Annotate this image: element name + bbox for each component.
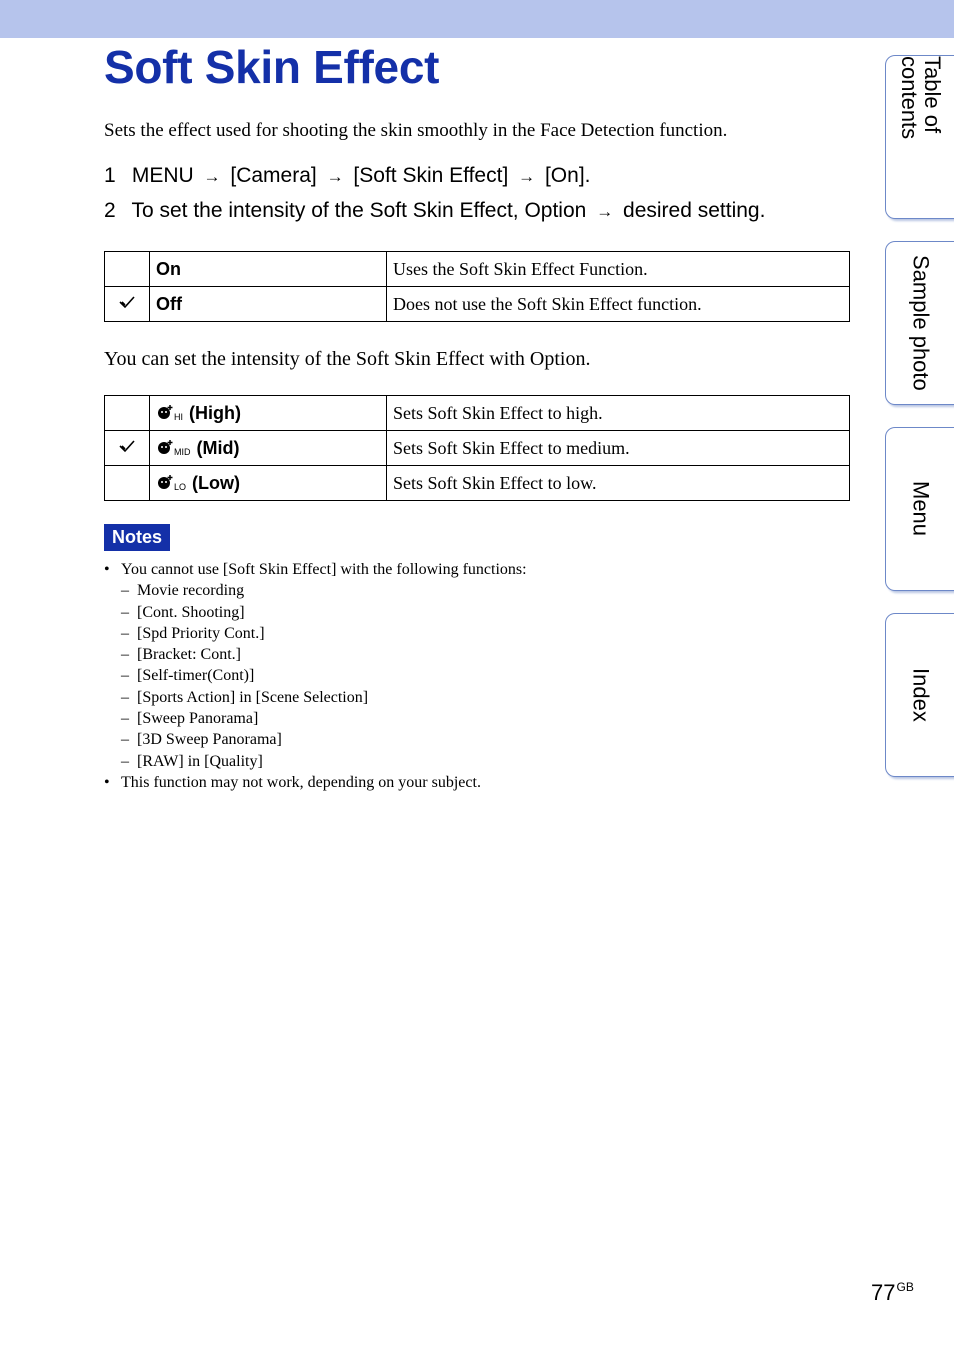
- check-cell: [105, 252, 150, 287]
- check-cell: [105, 431, 150, 466]
- dash-mark: –: [121, 603, 129, 621]
- table-row: [105, 466, 850, 501]
- tab-index[interactable]: [885, 613, 954, 777]
- page-number-value: 77: [871, 1280, 896, 1305]
- function-name: [Bracket: Cont.]: [137, 646, 241, 664]
- function-name: [Spd Priority Cont.]: [137, 624, 265, 642]
- icon-sub-label: LO: [174, 482, 187, 492]
- step-part: [Soft Skin Effect]: [353, 164, 509, 187]
- dash-mark: –: [121, 752, 129, 770]
- dash-mark: –: [121, 624, 129, 642]
- arrow-icon: →: [596, 202, 614, 221]
- option-description: Sets Soft Skin Effect to medium.: [387, 431, 850, 466]
- list-item: [104, 729, 527, 750]
- option-description: Does not use the Soft Skin Effect function.: [387, 287, 850, 322]
- tab-label: Sample photo: [908, 255, 934, 391]
- function-name: Movie recording: [137, 582, 245, 600]
- setting-table: [104, 251, 850, 322]
- table-row: [105, 287, 850, 322]
- note-text: This function may not work, depending on your subject.: [121, 773, 481, 791]
- table-row: [105, 252, 850, 287]
- list-item: [104, 559, 527, 580]
- tab-table-of-contents[interactable]: [885, 55, 954, 219]
- step-part: [On].: [544, 164, 591, 187]
- default-check-icon: [119, 439, 135, 453]
- tab-menu[interactable]: [885, 427, 954, 591]
- header-band: [0, 0, 954, 38]
- soft-skin-mid-icon: [156, 439, 191, 457]
- list-item: [104, 644, 527, 665]
- page-number-suffix: GB: [896, 1280, 914, 1294]
- check-cell: [105, 396, 150, 431]
- icon-sub-label: HI: [174, 412, 183, 422]
- list-item: [104, 708, 527, 729]
- option-label-cell: [150, 466, 387, 501]
- function-name: [RAW] in [Quality]: [137, 752, 263, 770]
- arrow-icon: →: [518, 167, 536, 186]
- option-label: Off: [150, 287, 387, 322]
- option-label: (Low): [192, 472, 240, 493]
- dash-mark: –: [121, 646, 129, 664]
- step-part: MENU: [131, 164, 194, 187]
- function-name: [Sports Action] in [Scene Selection]: [137, 688, 369, 706]
- check-cell: [105, 287, 150, 322]
- function-name: [Self-timer(Cont)]: [137, 667, 255, 685]
- list-item: [104, 665, 527, 686]
- option-description: Uses the Soft Skin Effect Function.: [387, 252, 850, 287]
- table-row: [105, 396, 850, 431]
- bullet-mark: •: [104, 773, 110, 791]
- arrow-icon: →: [326, 167, 344, 186]
- page-number: [871, 1280, 914, 1306]
- default-check-icon: [119, 295, 135, 309]
- option-note: You can set the intensity of the Soft Skin Effect with Option.: [104, 348, 591, 370]
- dash-mark: –: [121, 582, 129, 600]
- step-number: 2: [104, 199, 116, 222]
- step-number: 1: [104, 164, 116, 187]
- list-item: [104, 751, 527, 772]
- soft-skin-high-icon: [156, 404, 183, 422]
- step-part: [Camera]: [230, 164, 317, 187]
- step-part: desired setting.: [623, 199, 766, 222]
- step-part: To set the intensity of the Soft Skin Effect, Option: [131, 199, 587, 222]
- notes-badge: Notes: [104, 524, 170, 551]
- page-title: Soft Skin Effect: [104, 41, 440, 93]
- step-1: [104, 164, 591, 188]
- list-item: [104, 602, 527, 623]
- dash-mark: –: [121, 731, 129, 749]
- table-row: [105, 431, 850, 466]
- option-label: (Mid): [196, 437, 240, 458]
- soft-skin-low-icon: [156, 474, 186, 492]
- option-label: On: [150, 252, 387, 287]
- option-label: (High): [189, 402, 241, 423]
- function-name: [Cont. Shooting]: [137, 603, 245, 621]
- option-label-cell: [150, 396, 387, 431]
- intensity-table: [104, 395, 850, 501]
- tab-label: Table of contents: [897, 56, 946, 140]
- tab-label: Index: [908, 668, 934, 722]
- function-name: [3D Sweep Panorama]: [137, 731, 282, 749]
- intro-text: Sets the effect used for shooting the skin smoothly in the Face Detection function.: [104, 120, 728, 141]
- list-item: [104, 772, 527, 793]
- dash-mark: –: [121, 688, 129, 706]
- tab-label: Menu: [908, 481, 934, 537]
- list-item: [104, 580, 527, 601]
- tab-sample-photo[interactable]: [885, 241, 954, 405]
- note-text: You cannot use [Soft Skin Effect] with the following functions:: [121, 561, 527, 578]
- list-item: [104, 687, 527, 708]
- check-cell: [105, 466, 150, 501]
- step-2: [104, 199, 765, 223]
- option-label-cell: [150, 431, 387, 466]
- list-item: [104, 623, 527, 644]
- arrow-icon: →: [203, 167, 221, 186]
- dash-mark: –: [121, 710, 129, 728]
- option-description: Sets Soft Skin Effect to high.: [387, 396, 850, 431]
- dash-mark: –: [121, 667, 129, 685]
- icon-sub-label: MID: [174, 447, 191, 457]
- option-description: Sets Soft Skin Effect to low.: [387, 466, 850, 501]
- function-name: [Sweep Panorama]: [137, 710, 259, 728]
- bullet-mark: •: [104, 561, 110, 578]
- notes-list: [104, 559, 527, 793]
